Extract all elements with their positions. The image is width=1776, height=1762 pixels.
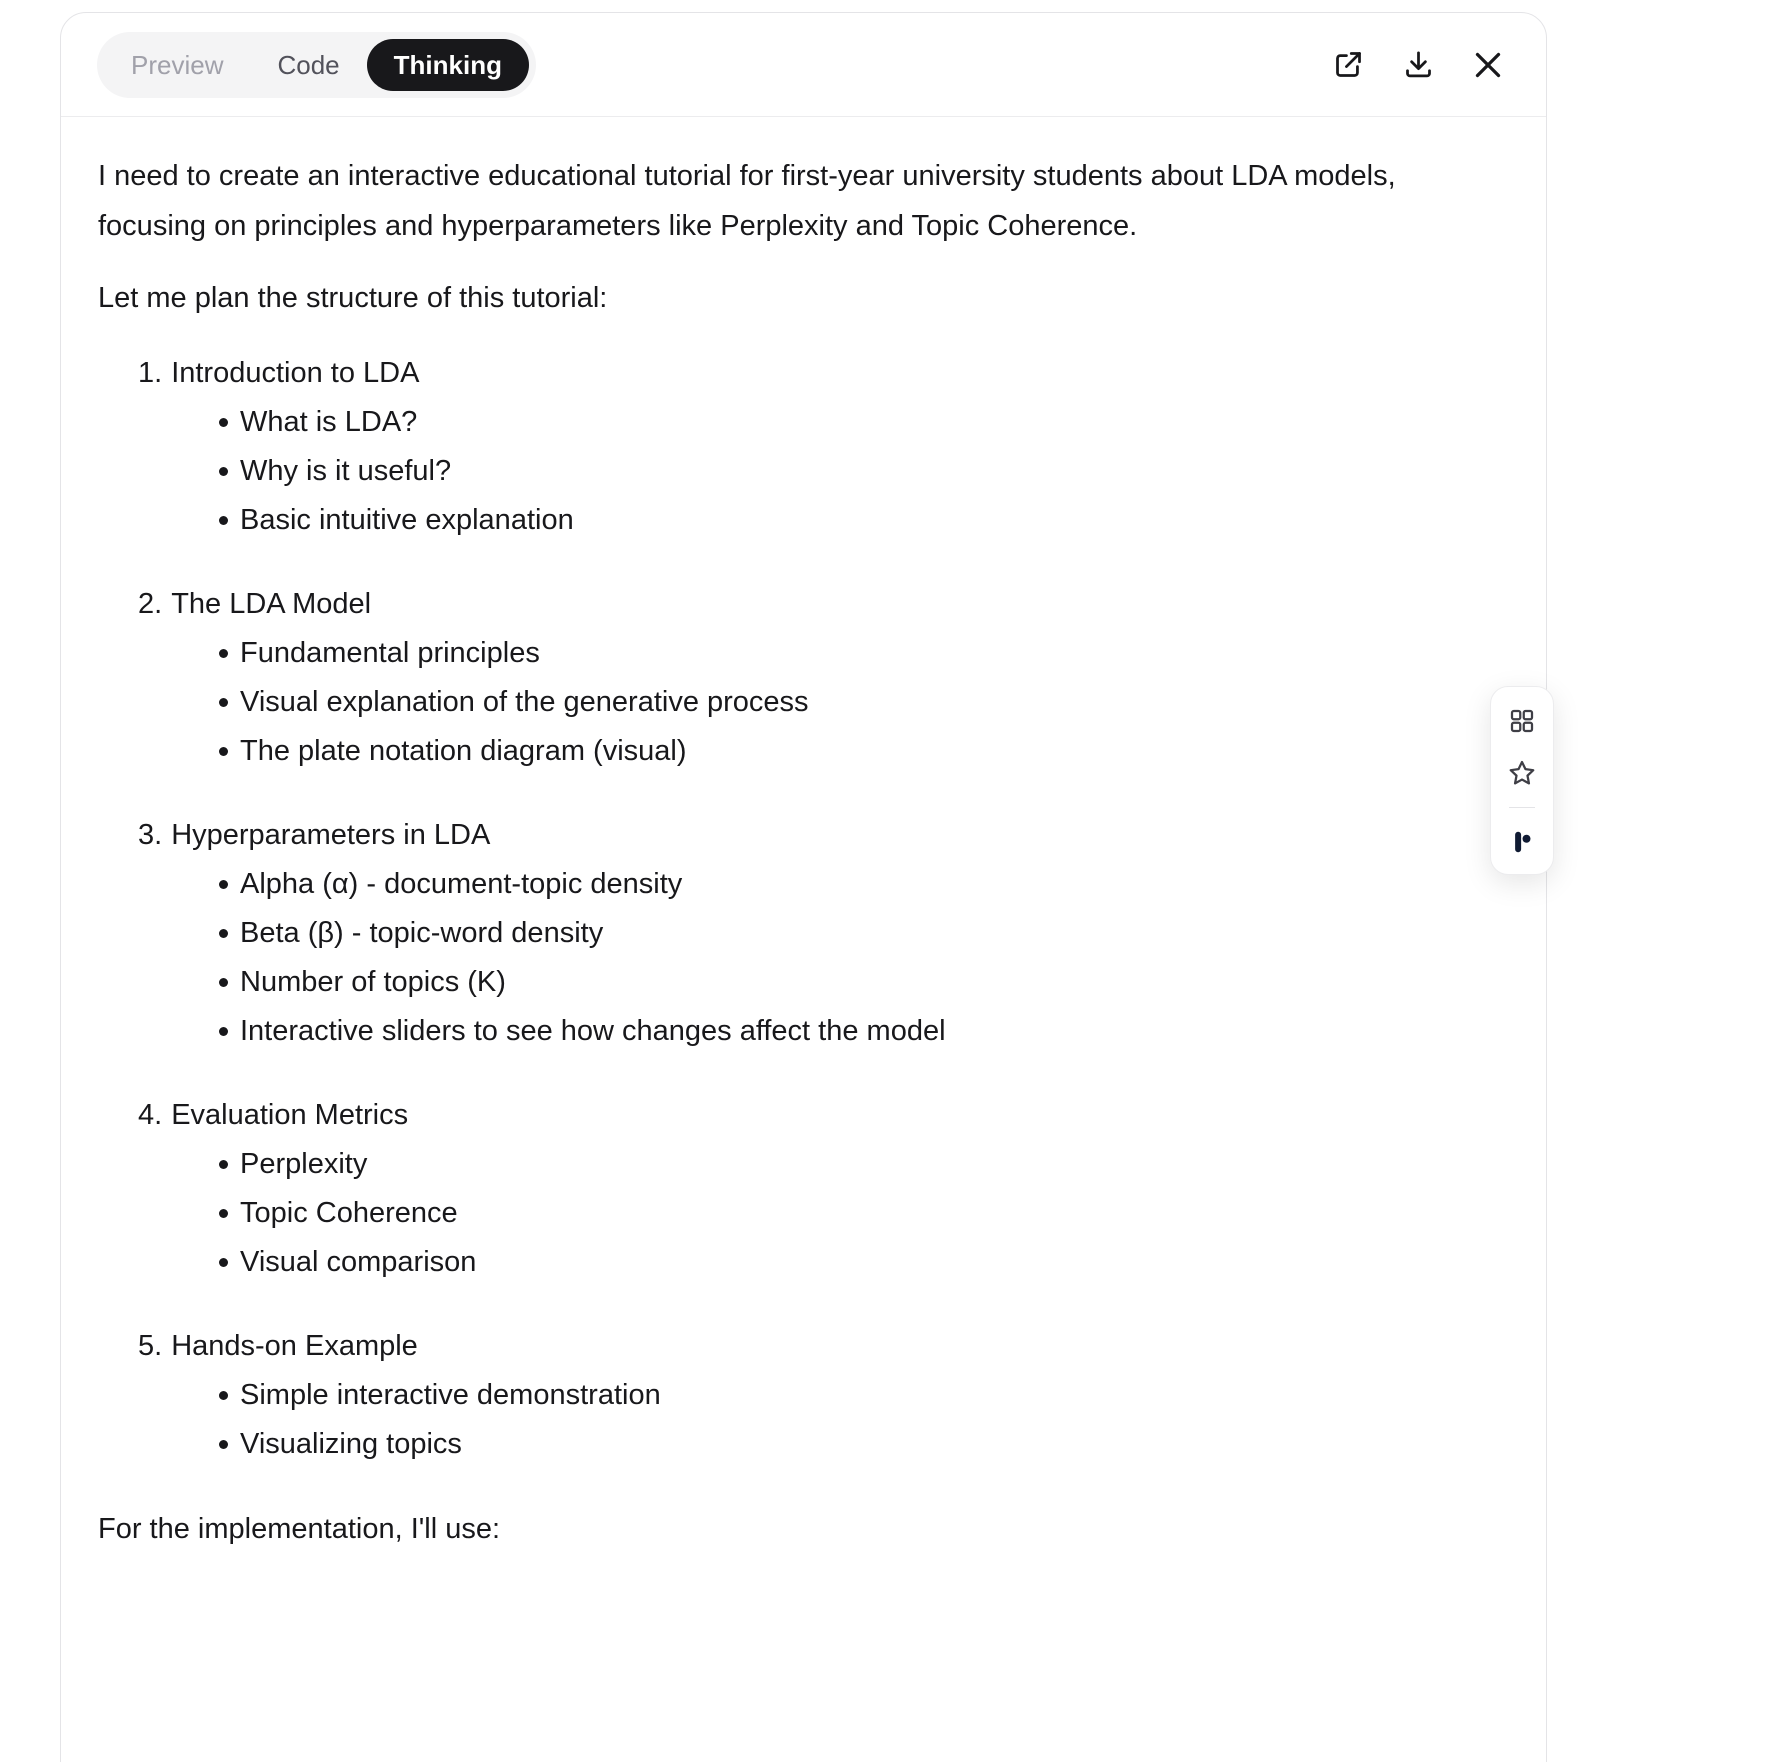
list-item-text: Number of topics (K) <box>240 966 506 998</box>
section-number: 5. <box>138 1330 163 1362</box>
floating-side-toolbar <box>1490 686 1554 875</box>
section-title <box>138 1322 1509 1371</box>
list-item-text: Perplexity <box>240 1148 368 1180</box>
outline-section-3 <box>138 811 1509 1056</box>
close-button[interactable] <box>1468 45 1508 85</box>
section-number: 3. <box>138 819 163 851</box>
thinking-content <box>61 117 1546 1616</box>
list-item-text: Visualizing topics <box>240 1428 462 1460</box>
section-bullets <box>138 629 1509 776</box>
bullet-dot <box>219 649 228 658</box>
bullet-dot <box>219 929 228 938</box>
download-button[interactable] <box>1398 45 1438 85</box>
bullet-dot <box>219 516 228 525</box>
plan-lead-paragraph: Let me plan the structure of this tutorial: <box>98 282 608 314</box>
bullet-dot <box>219 978 228 987</box>
list-item-text: Topic Coherence <box>240 1197 458 1229</box>
star-icon <box>1507 758 1537 788</box>
section-title-text: Evaluation Metrics <box>171 1099 409 1131</box>
list-item <box>138 496 1509 545</box>
list-item <box>138 629 1509 678</box>
section-bullets <box>138 398 1509 545</box>
list-item <box>138 678 1509 727</box>
view-tabs <box>97 32 536 98</box>
thinking-panel <box>60 12 1547 1762</box>
bullet-dot <box>219 698 228 707</box>
open-external-icon <box>1332 48 1365 81</box>
bullet-dot <box>219 1027 228 1036</box>
list-item <box>138 1420 1509 1469</box>
section-bullets <box>138 860 1509 1056</box>
section-number: 2. <box>138 588 163 620</box>
outline-section-1 <box>138 349 1509 545</box>
tab-thinking[interactable]: Thinking <box>367 39 529 91</box>
list-item-text: Beta (β) - topic-word density <box>240 917 604 949</box>
outline-section-2 <box>138 580 1509 776</box>
list-item <box>138 958 1509 1007</box>
list-item-text: Interactive sliders to see how changes affect the model <box>240 1015 946 1047</box>
tab-preview[interactable]: Preview <box>104 39 250 91</box>
brand-button[interactable] <box>1504 824 1540 860</box>
list-item <box>138 1189 1509 1238</box>
list-item <box>138 1140 1509 1189</box>
bullet-dot <box>219 1440 228 1449</box>
close-icon <box>1470 47 1506 83</box>
list-item <box>138 727 1509 776</box>
bullet-dot <box>219 467 228 476</box>
header-actions <box>1328 45 1508 85</box>
list-item-text: Alpha (α) - document-topic density <box>240 868 683 900</box>
outline-section-5 <box>138 1322 1509 1469</box>
section-title <box>138 349 1509 398</box>
grid-icon <box>1507 706 1537 736</box>
grid-view-button[interactable] <box>1504 703 1540 739</box>
list-item <box>138 398 1509 447</box>
panel-header <box>61 13 1546 117</box>
open-external-button[interactable] <box>1328 45 1368 85</box>
list-item <box>138 1238 1509 1287</box>
list-item-text: Basic intuitive explanation <box>240 504 574 536</box>
tutorial-outline <box>98 349 1509 1469</box>
toolbar-divider <box>1509 807 1535 808</box>
bullet-dot <box>219 1258 228 1267</box>
section-title <box>138 1091 1509 1140</box>
list-item-text: Why is it useful? <box>240 455 452 487</box>
bullet-dot <box>219 747 228 756</box>
section-bullets <box>138 1140 1509 1287</box>
section-number: 4. <box>138 1099 163 1131</box>
brand-logo-icon <box>1507 827 1537 857</box>
bullet-dot <box>219 1209 228 1218</box>
list-item <box>138 860 1509 909</box>
section-title-text: Hands-on Example <box>171 1330 418 1362</box>
outline-section-4 <box>138 1091 1509 1287</box>
list-item-text: The plate notation diagram (visual) <box>240 735 687 767</box>
list-item-text: Simple interactive demonstration <box>240 1379 661 1411</box>
bullet-dot <box>219 418 228 427</box>
list-item <box>138 1007 1509 1056</box>
section-bullets <box>138 1371 1509 1469</box>
section-number: 1. <box>138 357 163 389</box>
implementation-lead-paragraph: For the implementation, I'll use: <box>98 1513 501 1545</box>
list-item-text: Visual explanation of the generative process <box>240 686 809 718</box>
section-title-text: Hyperparameters in LDA <box>171 819 491 851</box>
list-item <box>138 447 1509 496</box>
bullet-dot <box>219 880 228 889</box>
section-title-text: The LDA Model <box>171 588 372 620</box>
download-icon <box>1402 48 1435 81</box>
favorite-button[interactable] <box>1504 755 1540 791</box>
list-item-text: Fundamental principles <box>240 637 540 669</box>
intro-paragraph: I need to create an interactive educational tutorial for first-year university students about LDA models, focusing on principles and hyperparameters like Perplexity and Topic Coherence. <box>98 160 1396 242</box>
list-item <box>138 1371 1509 1420</box>
list-item-text: What is LDA? <box>240 406 418 438</box>
section-title-text: Introduction to LDA <box>171 357 420 389</box>
section-title <box>138 580 1509 629</box>
bullet-dot <box>219 1391 228 1400</box>
list-item-text: Visual comparison <box>240 1246 477 1278</box>
list-item <box>138 909 1509 958</box>
bullet-dot <box>219 1160 228 1169</box>
section-title <box>138 811 1509 860</box>
tab-code[interactable]: Code <box>250 39 366 91</box>
